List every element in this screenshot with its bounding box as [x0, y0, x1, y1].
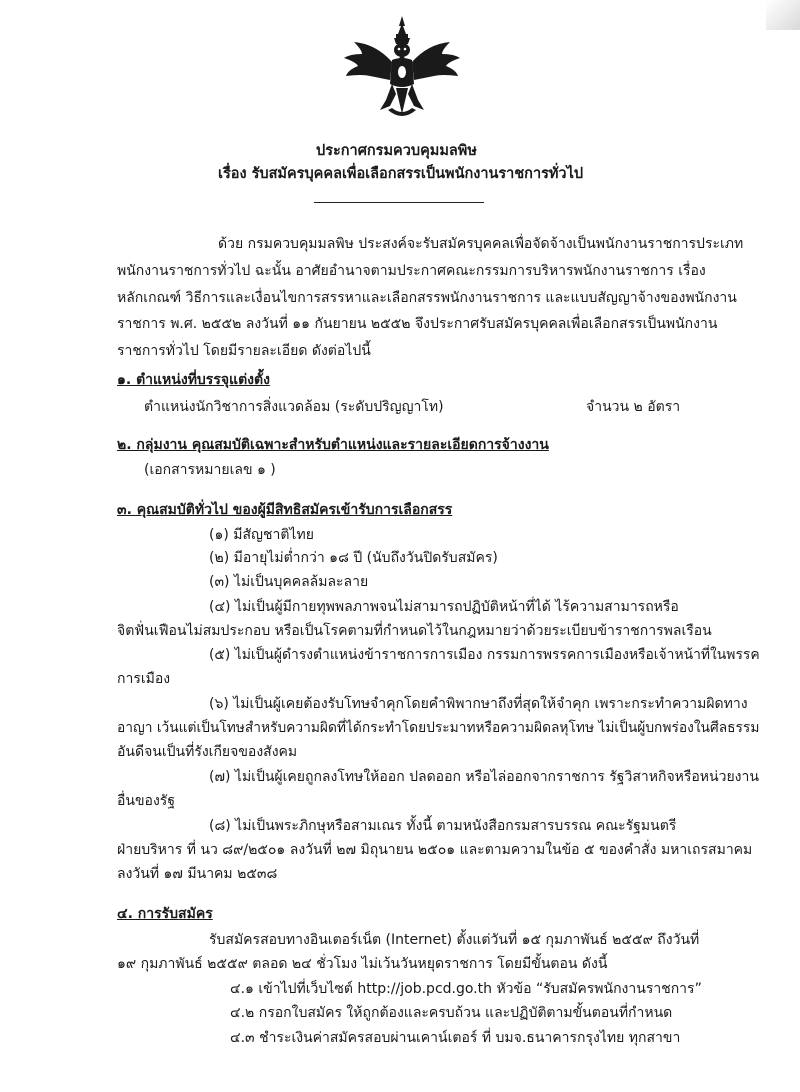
qualification-line: (๑) มีสัญชาติไทย	[209, 527, 314, 543]
intro-line: ด้วย กรมควบคุมมลพิษ ประสงค์จะรับสมัครบุคคลเพื่อจัดจ้างเป็นพนักงานราชการประเภท	[218, 236, 744, 252]
position-title: ตำแหน่งนักวิชาการสิ่งแวดล้อม (ระดับปริญญาโท)	[144, 399, 444, 415]
qualification-line: จิตฟั่นเฟือนไม่สมประกอบ หรือเป็นโรคตามที่กำหนดไว้ในกฎหมายว่าด้วยระเบียบข้าราชการพลเรือน	[117, 623, 712, 639]
qualification-line: (๔) ไม่เป็นผู้มีกายทุพพลภาพจนไม่สามารถปฏิบัติหน้าที่ได้ ไร้ความสามารถหรือ	[209, 599, 679, 615]
qualification-line: ฝ่ายบริหาร ที่ นว ๘๙/๒๕๐๑ ลงวันที่ ๒๗ มิถุนายน ๒๕๐๑ และตามความในข้อ ๕ ของคำสั่ง มหาเถรสมาคม	[117, 842, 753, 858]
announcement-title: ประกาศกรมควบคุมมลพิษ	[316, 143, 477, 159]
qualification-line: ลงวันที่ ๑๗ มีนาคม ๒๕๓๘	[117, 866, 278, 882]
section-3-heading: ๓. คุณสมบัติทั่วไป ของผู้มีสิทธิสมัครเข้ารับการเลือกสรร	[117, 502, 453, 518]
section-1-heading: ๑. ตำแหน่งที่บรรจุแต่งตั้ง	[117, 372, 270, 388]
intro-line: ราชการทั่วไป โดยมีรายละเอียด ดังต่อไปนี้	[117, 343, 371, 359]
qualification-line: (๗) ไม่เป็นผู้เคยถูกลงโทษให้ออก ปลดออก หรือไล่ออกจากราชการ รัฐวิสาหกิจหรือหน่วยงาน	[209, 769, 759, 785]
application-line: รับสมัครสอบทางอินเตอร์เน็ต (Internet) ตั้งแต่วันที่ ๑๕ กุมภาพันธ์ ๒๕๕๙ ถึงวันที่	[209, 932, 700, 948]
scan-edge	[766, 0, 800, 30]
qualification-line: (๓) ไม่เป็นบุคคลล้มละลาย	[209, 574, 369, 590]
application-step-payment: ๔.๓ ชำระเงินค่าสมัครสอบผ่านเคาน์เตอร์ ที่ บมจ.ธนาคารกรุงไทย ทุกสาขา	[230, 1030, 681, 1046]
application-line: ๑๙ กุมภาพันธ์ ๒๕๕๙ ตลอด ๒๔ ชั่วโมง ไม่เว้นวันหยุดราชการ โดยมีขั้นตอน ดังนี้	[117, 956, 608, 972]
qualification-line: (๕) ไม่เป็นผู้ดำรงตำแหน่งข้าราชการการเมือง กรรมการพรรคการเมืองหรือเจ้าหน้าที่ในพรรค	[209, 647, 760, 663]
application-step-website: ๔.๑ เข้าไปที่เว็บไซต์ http://job.pcd.go.th หัวข้อ “รับสมัครพนักงานราชการ”	[230, 981, 702, 997]
announcement-subject: เรื่อง รับสมัครบุคคลเพื่อเลือกสรรเป็นพนักงานราชการทั่วไป	[218, 166, 584, 182]
position-count: จำนวน ๒ อัตรา	[586, 399, 681, 415]
section-2-heading: ๒. กลุ่มงาน คุณสมบัติเฉพาะสำหรับตำแหน่งและรายละเอียดการจ้างงาน	[117, 437, 549, 453]
intro-line: หลักเกณฑ์ วิธีการและเงื่อนไขการสรรหาและเลือกสรรพนักงานราชการ และแบบสัญญาจ้างของพนักงาน	[117, 290, 737, 306]
intro-line: ราชการ พ.ศ. ๒๕๕๒ ลงวันที่ ๑๑ กันยายน ๒๕๕๒ จึงประกาศรับสมัครบุคคลเพื่อเลือกสรรเป็นพนักงาน	[117, 316, 718, 332]
section-4-heading: ๔. การรับสมัคร	[117, 906, 213, 922]
qualification-line: อื่นของรัฐ	[117, 793, 176, 809]
intro-line: พนักงานราชการทั่วไป ฉะนั้น อาศัยอำนาจตามประกาศคณะกรรมการบริหารพนักงานราชการ เรื่อง	[117, 263, 706, 279]
qualification-line: (๖) ไม่เป็นผู้เคยต้องรับโทษจำคุกโดยคำพิพากษาถึงที่สุดให้จำคุก เพราะกระทำความผิดทาง	[209, 696, 748, 712]
qualification-line: อันดีจนเป็นที่รังเกียจของสังคม	[117, 744, 298, 760]
section-2-note: (เอกสารหมายเลข ๑ )	[144, 462, 276, 478]
qualification-line: อาญา เว้นแต่เป็นโทษสำหรับความผิดที่ได้กระทำโดยประมาทหรือความผิดลหุโทษ ไม่เป็นผู้บกพร่องในศีลธรรม	[117, 720, 760, 736]
title-divider	[314, 202, 484, 203]
qualification-line: (๘) ไม่เป็นพระภิกษุหรือสามเณร ทั้งนี้ ตามหนังสือกรมสารบรรณ คณะรัฐมนตรี	[209, 818, 677, 834]
qualification-line: (๒) มีอายุไม่ต่ำกว่า ๑๘ ปี (นับถึงวันปิดรับสมัคร)	[209, 550, 498, 566]
application-step-form: ๔.๒ กรอกใบสมัคร ให้ถูกต้องและครบถ้วน และปฏิบัติตามขั้นตอนที่กำหนด	[230, 1005, 673, 1021]
qualification-line: การเมือง	[117, 671, 171, 687]
garuda-emblem-icon	[340, 14, 464, 124]
